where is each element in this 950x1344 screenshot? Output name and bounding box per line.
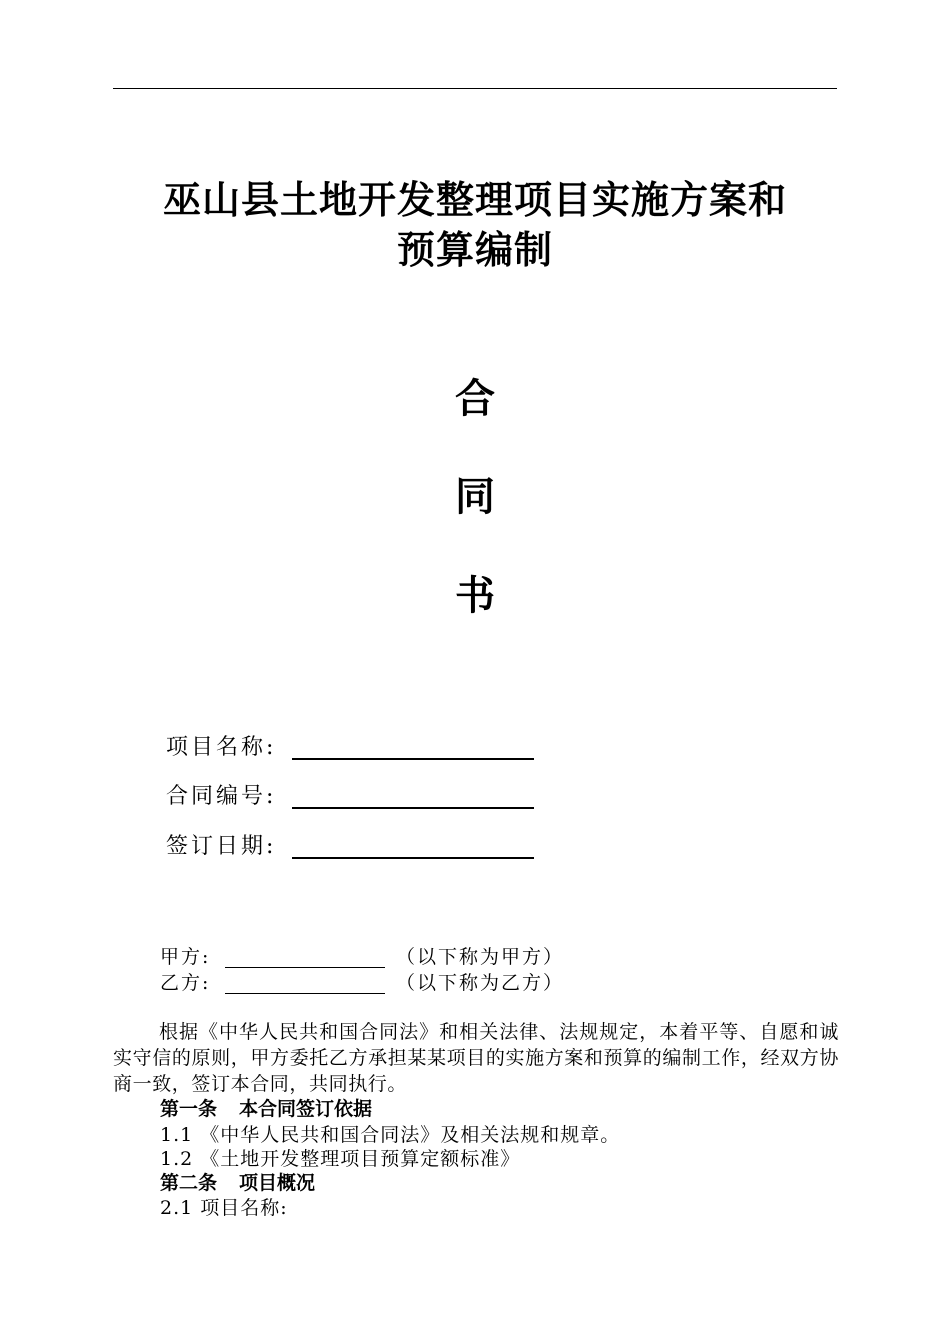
party-a-note: （以下称为甲方） bbox=[396, 946, 565, 968]
party-b-blank[interactable] bbox=[225, 993, 385, 994]
doc-type-char-1: 合 bbox=[455, 375, 495, 422]
party-b-label: 乙方: bbox=[160, 972, 211, 994]
party-b-note: （以下称为乙方） bbox=[396, 972, 565, 994]
doc-type-char-2: 同 bbox=[455, 473, 495, 520]
contract-number-label: 合同编号: bbox=[166, 784, 277, 809]
article-2-title: 项目概况 bbox=[239, 1172, 316, 1194]
article-1-title: 本合同签订依据 bbox=[239, 1098, 373, 1120]
sign-date-label: 签订日期: bbox=[166, 834, 277, 859]
header-rule bbox=[113, 88, 837, 89]
party-a-blank[interactable] bbox=[225, 967, 385, 968]
party-a-label: 甲方: bbox=[160, 946, 211, 968]
article-2-heading bbox=[160, 1170, 315, 1196]
contract-number-blank[interactable] bbox=[292, 807, 534, 809]
project-name-blank[interactable] bbox=[292, 758, 534, 760]
article-1-heading bbox=[160, 1096, 372, 1122]
clause-2-1: 2.1 项目名称: bbox=[160, 1197, 288, 1219]
project-name-label: 项目名称: bbox=[166, 735, 277, 760]
sign-date-blank[interactable] bbox=[292, 857, 534, 859]
clause-1-2: 1.2 《土地开发整理项目预算定额标准》 bbox=[160, 1148, 521, 1170]
doc-type-char-3: 书 bbox=[455, 572, 495, 619]
article-2-number: 第二条 bbox=[160, 1172, 218, 1194]
document-title-line-2: 预算编制 bbox=[396, 227, 553, 272]
intro-paragraph: 根据《中华人民共和国合同法》和相关法律、法规规定，本着平等、自愿和诚实守信的原则，甲方委托乙方承担某某项目的实施方案和预算的编制工作，经双方协商一致，签订本合同，共同执行。 bbox=[113, 1021, 839, 1095]
document-title-line-1: 巫山县土地开发整理项目实施方案和 bbox=[162, 177, 787, 222]
article-1-number: 第一条 bbox=[160, 1098, 218, 1120]
clause-1-1: 1.1 《中华人民共和国合同法》及相关法规和规章。 bbox=[160, 1124, 621, 1146]
